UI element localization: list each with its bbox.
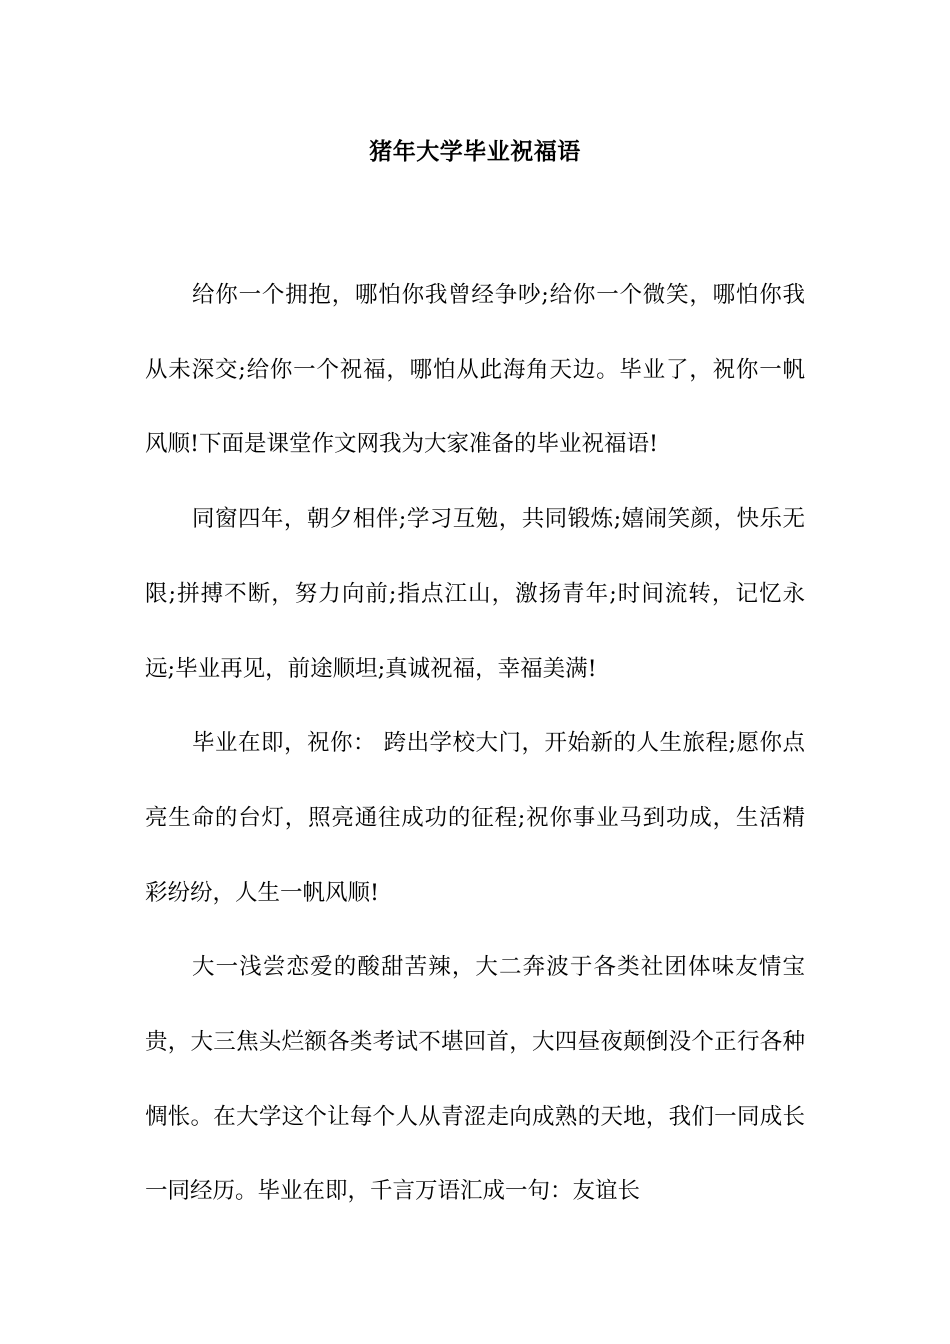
paragraph-1: 给你一个拥抱，哪怕你我曾经争吵;给你一个微笑，哪怕你我从未深交;给你一个祝福，哪怕从此海角天边。毕业了，祝你一帆风顺!下面是课堂作文网我为大家准备的毕业祝福语! [145, 282, 805, 458]
document-title: 猪年大学毕业祝福语 [369, 139, 581, 165]
paragraph-2: 同窗四年，朝夕相伴;学习互勉，共同锻炼;嬉闹笑颜，快乐无限;拼搏不断，努力向前;指点江山，激扬青年;时间流转，记忆永远;毕业再见，前途顺坦;真诚祝福，幸福美满! [145, 506, 805, 682]
paragraph-4: 大一浅尝恋爱的酸甜苦辣，大二奔波于各类社团体味友情宝贵，大三焦头烂额各类考试不堪回首，大四昼夜颠倒没个正行各种惆怅。在大学这个让每个人从青涩走向成熟的天地，我们一同成长一同经历。毕业在即，千言万语汇成一句：友谊长 [145, 954, 805, 1205]
document-body [145, 258, 805, 1229]
paragraph-3: 毕业在即，祝你： 跨出学校大门，开始新的人生旅程;愿你点亮生命的台灯，照亮通往成功的征程;祝你事业马到功成，生活精彩纷纷，人生一帆风顺! [145, 730, 805, 906]
